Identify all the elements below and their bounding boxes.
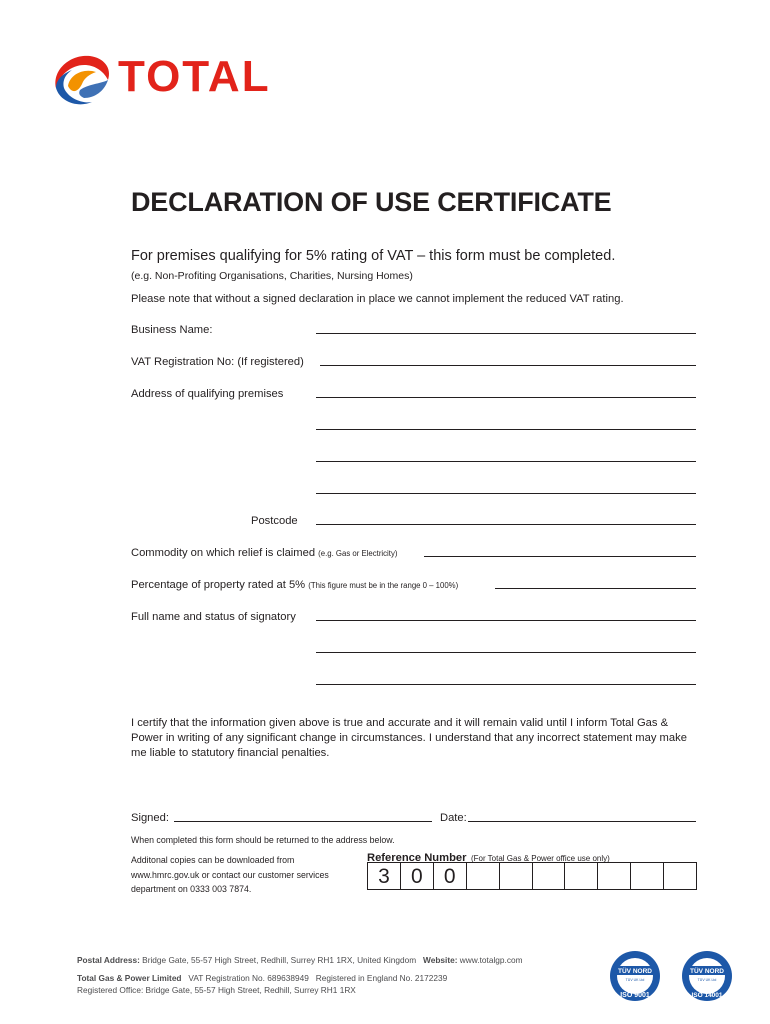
company-vat-registration: VAT Registration No. 689638949 — [188, 973, 309, 983]
badge-mid-text: TÜV UK Ltd — [697, 978, 717, 982]
address-line-4-field[interactable] — [316, 493, 696, 494]
date-label: Date: — [440, 812, 467, 824]
website-link[interactable]: www.totalgp.com — [459, 955, 523, 965]
address-line-1-field[interactable] — [316, 397, 696, 398]
reference-number-label: Reference Number — [367, 852, 467, 864]
postal-address — [77, 955, 523, 966]
reference-digit[interactable] — [631, 863, 664, 889]
date-field[interactable] — [468, 821, 696, 822]
badge-bottom-text: ISO 9001 — [620, 992, 650, 999]
commodity-hint: (e.g. Gas or Electricity) — [318, 549, 398, 558]
address-line-2-field[interactable] — [316, 429, 696, 430]
commodity-field[interactable] — [424, 556, 696, 557]
company-name: Total Gas & Power Limited — [77, 973, 182, 983]
postcode-field[interactable] — [316, 524, 696, 525]
vat-registration-label: VAT Registration No: (If registered) — [131, 356, 304, 368]
badge-top-text: TÜV NORD — [690, 968, 724, 975]
total-logo-icon — [50, 50, 114, 108]
company-registration: Registered in England No. 2172239 — [315, 973, 448, 983]
business-name-label: Business Name: — [131, 324, 213, 336]
percentage-hint: (This figure must be in the range 0 – 100%) — [308, 581, 459, 590]
reference-digit[interactable]: 0 — [401, 863, 434, 889]
copies-note-line: www.hmrc.gov.uk or contact our customer services — [131, 869, 329, 880]
certification-statement: I certify that the information given above is true and accurate and it will remain valid until I inform Total Gas & Power in writing of any significant change in circumstances. I understand that any incorrect statement may make me liable to statutory financial penalties. — [131, 717, 687, 759]
iso-9001-badge-icon — [609, 950, 661, 1002]
commodity-label-text: Commodity on which relief is claimed — [131, 547, 316, 559]
company-details — [77, 973, 447, 984]
reference-digit[interactable] — [500, 863, 533, 889]
badge-bottom-text: ISO 14001 — [691, 992, 723, 999]
address-line-3-field[interactable] — [316, 461, 696, 462]
page-title: DECLARATION OF USE CERTIFICATE — [131, 187, 612, 217]
percentage-label — [131, 578, 458, 593]
website-label: Website: — [423, 955, 458, 965]
reference-digit[interactable] — [565, 863, 598, 889]
examples-note: (e.g. Non-Profiting Organisations, Charities, Nursing Homes) — [131, 270, 413, 282]
vat-registration-field[interactable] — [320, 365, 696, 366]
registered-office: Registered Office: Bridge Gate, 55-57 High Street, Redhill, Surrey RH1 1RX — [77, 985, 356, 995]
percentage-label-text: Percentage of property rated at 5% — [131, 579, 306, 591]
reference-number-hint: (For Total Gas & Power office use only) — [470, 854, 610, 863]
reference-digit[interactable] — [467, 863, 500, 889]
copies-note-line: Additonal copies can be downloaded from — [131, 855, 295, 865]
reference-digit[interactable]: 0 — [434, 863, 467, 889]
brand-wordmark: TOTAL — [118, 52, 271, 101]
badge-top-text: TÜV NORD — [618, 968, 652, 975]
return-note: When completed this form should be returned to the address below. — [131, 835, 395, 845]
reference-digit[interactable] — [533, 863, 566, 889]
reference-digit[interactable] — [598, 863, 631, 889]
postal-address-label: Postal Address: — [77, 955, 140, 965]
reference-digit[interactable]: 3 — [368, 863, 401, 889]
reduced-vat-note: Please note that without a signed declaration in place we cannot implement the reduced VAT rating. — [131, 293, 624, 305]
iso-14001-badge-icon — [681, 950, 733, 1002]
signed-label: Signed: — [131, 812, 169, 824]
signatory-line-2-field[interactable] — [316, 652, 696, 653]
signatory-line-1-field[interactable] — [316, 620, 696, 621]
reference-digit[interactable] — [664, 863, 696, 889]
postcode-label: Postcode — [251, 515, 298, 527]
signatory-line-3-field[interactable] — [316, 684, 696, 685]
signature-field[interactable] — [174, 821, 432, 822]
percentage-field[interactable] — [495, 588, 696, 589]
copies-note — [131, 853, 329, 897]
badge-mid-text: TÜV UK Ltd — [625, 978, 645, 982]
postal-address-value: Bridge Gate, 55-57 High Street, Redhill, Surrey RH1 1RX, United Kingdom — [142, 955, 417, 965]
business-name-field[interactable] — [316, 333, 696, 334]
subtitle: For premises qualifying for 5% rating of VAT – this form must be completed. — [131, 248, 616, 264]
address-label: Address of qualifying premises — [131, 388, 284, 400]
reference-number-boxes — [367, 862, 697, 890]
signatory-label: Full name and status of signatory — [131, 611, 296, 623]
commodity-label — [131, 546, 397, 561]
copies-note-line: department on 0333 003 7874. — [131, 884, 252, 894]
